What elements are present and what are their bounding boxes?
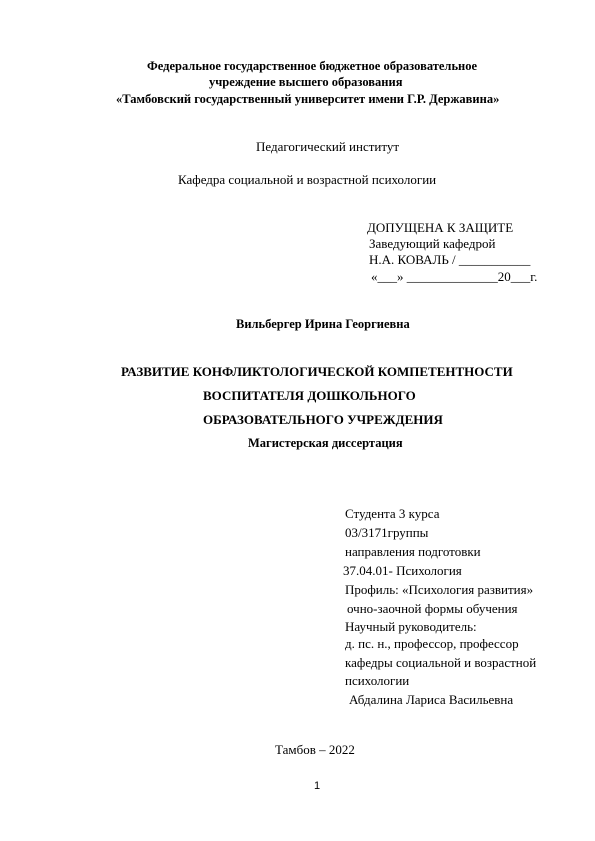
approval-date-line: «___» ______________20___г. <box>371 269 538 284</box>
approval-position: Заведующий кафедрой <box>369 236 496 251</box>
header-line-3: «Тамбовский государственный университет имени Г.Р. Державина» <box>116 92 500 106</box>
student-info-line: кафедры социальной и возрастной <box>345 655 537 670</box>
student-info-line: 37.04.01- Психология <box>343 563 462 578</box>
student-info-line: Профиль: «Психология развития» <box>345 582 534 597</box>
student-info-line: психологии <box>345 673 410 688</box>
student-info-line: д. пс. н., профессор, профессор <box>345 636 519 651</box>
city-year: Тамбов – 2022 <box>275 742 355 757</box>
student-info-line: 03/3171группы <box>345 525 429 540</box>
author-name: Вильбергер Ирина Георгиевна <box>236 317 410 331</box>
header-line-2: учреждение высшего образования <box>209 75 403 89</box>
student-info-line: очно-заочной формы обучения <box>347 601 518 616</box>
thesis-title-line-3: ОБРАЗОВАТЕЛЬНОГО УЧРЕЖДЕНИЯ <box>203 412 443 427</box>
student-info-line: Научный руководитель: <box>345 619 477 634</box>
institute-name: Педагогический институт <box>256 139 400 154</box>
student-info-line: Студента 3 курса <box>345 506 440 521</box>
thesis-title-line-1: РАЗВИТИЕ КОНФЛИКТОЛОГИЧЕСКОЙ КОМПЕТЕНТНОСТИ <box>121 364 513 379</box>
thesis-type: Магистерская диссертация <box>248 436 403 450</box>
thesis-title-line-2: ВОСПИТАТЕЛЯ ДОШКОЛЬНОГО <box>203 388 416 403</box>
department-name: Кафедра социальной и возрастной психологии <box>178 172 437 187</box>
approval-signature-line: Н.А. КОВАЛЬ / ___________ <box>369 252 531 267</box>
student-info-line: направления подготовки <box>345 544 481 559</box>
page-number: 1 <box>314 780 321 792</box>
approval-title: ДОПУЩЕНА К ЗАЩИТЕ <box>367 220 514 235</box>
header-line-1: Федеральное государственное бюджетное образовательное <box>147 59 478 73</box>
supervisor-name: Абдалина Лариса Васильевна <box>349 692 514 707</box>
